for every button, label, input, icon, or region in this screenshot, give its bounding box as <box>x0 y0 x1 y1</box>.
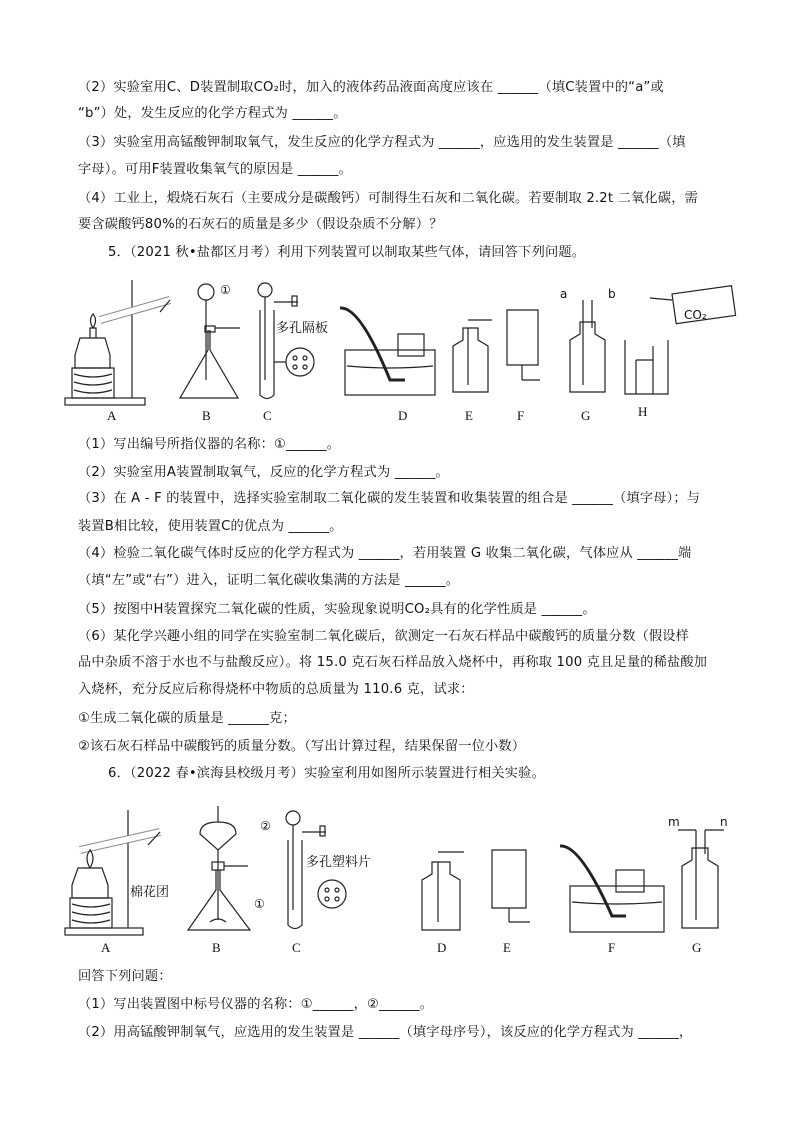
q4-3-line-1: （3）实验室用高锰酸钾制取氧气，发生反应的化学方程式为 ______，应选用的发生装置是 ______（填 <box>78 135 686 150</box>
apparatus-g <box>678 830 724 928</box>
q4-3-line-2: 字母）。可用F装置收集氧气的原因是 ______。 <box>78 162 352 177</box>
q5-6-sub-2: ②该石灰石样品中碳酸钙的质量分数。（写出计算过程，结果保留一位小数） <box>78 739 526 754</box>
apparatus-e <box>453 320 492 392</box>
label-b: B <box>202 408 211 423</box>
label-c: C <box>263 408 272 423</box>
apparatus-c <box>258 283 314 399</box>
label-num2: ② <box>260 819 271 833</box>
label-port-a: a <box>560 287 568 301</box>
label-d: D <box>437 940 447 955</box>
q6-prompt: 回答下列问题： <box>78 969 172 984</box>
apparatus-h <box>625 286 736 394</box>
q4-2-line-1: （2）实验室用C、D装置制取CO₂时，加入的液体药品液面高度应该在 ______（填C装置中的“a”或 <box>78 80 664 95</box>
figure-q6-apparatus <box>60 790 740 960</box>
q6-2: （2）用高锰酸钾制氧气，应选用的发生装置是 ______（填字母序号），该反应的化学方程式为 ______， <box>78 1025 693 1040</box>
label-h: H <box>638 404 648 419</box>
label-port-b: b <box>608 287 616 301</box>
label-plate-1: 多孔隔板 <box>276 321 329 336</box>
apparatus-d <box>340 308 435 395</box>
apparatus-f <box>507 310 540 380</box>
q5-title: 5．（2021 秋•盐都区月考）利用下列装置可以制取某些气体，请回答下列问题。 <box>108 245 586 260</box>
label-e: E <box>465 408 473 423</box>
q5-6-sub-1: ①生成二氧化碳的质量是 ______克； <box>78 711 296 726</box>
label-b: B <box>212 940 221 955</box>
label-d: D <box>398 408 408 423</box>
q5-6-line-1: （6）某化学兴趣小组的同学在实验室制二氧化碳后，欲测定一石灰石样品中碳酸钙的质量分数（假设样 <box>78 629 690 644</box>
label-f: F <box>517 408 525 423</box>
label-port-n: n <box>720 815 728 829</box>
label-cotton: 棉花团 <box>130 885 170 900</box>
apparatus-e <box>492 850 530 922</box>
q5-6-line-3: 入烧杯，充分反应后称得烧杯中物质的总质量为 110.6 克，试求： <box>78 682 474 697</box>
q5-3-line-2: 装置B相比较，使用装置C的优点为 ______。 <box>78 519 343 534</box>
q5-4-line-2: （填“左”或“右”）进入，证明二氧化碳收集满的方法是 ______。 <box>78 573 460 588</box>
label-circle-1: ① <box>220 283 231 297</box>
apparatus-f <box>560 846 664 932</box>
q5-6-line-2: 品中杂质不溶于水也不与盐酸反应）。将 15.0 克石灰石样品放入烧杯中，再称取 100 克且足量的稀盐酸加 <box>78 655 708 670</box>
label-num1: ① <box>254 897 265 911</box>
label-c: C <box>292 940 301 955</box>
apparatus-b <box>180 284 240 398</box>
q4-4-line-1: （4）工业上，煅烧石灰石（主要成分是碳酸钙）可制得生石灰和二氧化碳。若要制取 2.2t 二氧化碳，需 <box>78 191 698 206</box>
q5-2: （2）实验室用A装置制取氧气，反应的化学方程式为 ______。 <box>78 465 449 480</box>
label-g: G <box>692 940 702 955</box>
q6-1: （1）写出装置图中标号仪器的名称：①______，②______。 <box>78 997 434 1012</box>
label-f: F <box>608 940 616 955</box>
label-plate-2: 多孔塑料片 <box>306 855 372 870</box>
label-a: A <box>107 408 117 423</box>
q4-4-line-2: 要含碳酸钙80%的石灰石的质量是多少（假设杂质不分解）？ <box>78 217 443 232</box>
q5-1: （1）写出编号所指仪器的名称：①______。 <box>78 437 341 452</box>
apparatus-d <box>422 852 464 930</box>
apparatus-g <box>570 300 605 392</box>
q6-title: 6．（2022 春•滨海县校级月考）实验室利用如图所示装置进行相关实验。 <box>108 766 545 781</box>
figure-q5-apparatus <box>60 270 740 430</box>
apparatus-a <box>65 280 170 405</box>
q4-2-line-2: “b”）处，发生反应的化学方程式为 ______。 <box>78 106 347 121</box>
label-port-m: m <box>668 815 680 829</box>
q5-5: （5）按图中H装置探究二氧化碳的性质，实验现象说明CO₂具有的化学性质是 ______。 <box>78 602 596 617</box>
q5-3-line-1: （3）在 A - F 的装置中，选择实验室制取二氧化碳的发生装置和收集装置的组合是 ______（填字母）；与 <box>78 491 701 506</box>
label-a: A <box>101 940 111 955</box>
label-e: E <box>503 940 511 955</box>
label-co2: CO₂ <box>684 308 707 322</box>
label-g: G <box>581 408 591 423</box>
q5-4-line-1: （4）检验二氧化碳气体时反应的化学方程式为 ______，若用装置 G 收集二氧化碳，气体应从 ______端 <box>78 546 692 561</box>
apparatus-b <box>188 806 250 930</box>
apparatus-a <box>65 810 160 935</box>
